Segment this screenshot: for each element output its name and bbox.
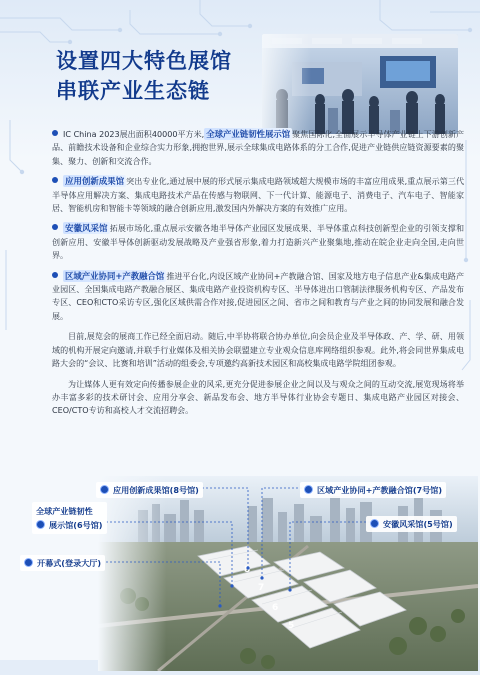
- label-opening: [20, 555, 105, 571]
- label-hall-7: [300, 482, 446, 498]
- label-hall-8: [96, 482, 203, 498]
- paragraph-1-text: 聚焦国际化,全面展示半导体产业链上下游创新产品、前瞻技术设备和企业综合实力形象,拥抱世界,展示全球集成电路体系的分工合作,促进产业链供应链资源要素的聚集、聚力、创新和交流合作。: [52, 130, 465, 166]
- label-hall-5: [366, 516, 457, 532]
- paragraph-2-text: 突出专业化,通过展中展的形式展示集成电路领域超大规模市场的丰富应用成果,重点展示第三代半导体应用解决方案、集成电路技术产品在传感与物联网、下一代计算、能源电子、消费电子、汽车电子、智能家居、智能机房和智能卡等领域的融合创新应用,激发国内外解决方案的有效推广应用。: [52, 177, 465, 214]
- paragraph-invitation: 目前,展览会的展商工作已经全面启动。随后,中半协将联合协办单位,向会员企业及半导体政、产、学、研、用领域的机构开展定向邀请,并联手行业媒体及相关协会联盟建立专业观众信息库网络组织参观。此外,将会同世界集成电路大会的“会议、比赛和培训”活动的组委会,专项邀约高新技术园区和高校集成电路学院组团参观。: [52, 332, 464, 369]
- paragraph-events: 为让媒体人更有效定向传播参展企业的风采,更充分促进参展企业之间以及与观众之间的互动交流,展览现场将举办丰富多彩的技术研讨会、应用分享会、新品发布会、地方半导体行业协会专题日、集成电路产业园区对接会、CEO/CTO专访和高校人才交流招聘会。: [52, 379, 464, 416]
- marker-dot-icon: [370, 519, 379, 528]
- marker-dot-icon: [24, 558, 33, 567]
- hall-name-anhui: 安徽风采馆: [65, 223, 108, 234]
- paragraph-1-lead: IC China 2023展出面积40000平方米,: [63, 130, 205, 139]
- label-hall-6-line-1: 全球产业链韧性: [36, 506, 93, 516]
- label-hall-8-text: 应用创新成果馆(8号馆): [113, 485, 199, 495]
- marker-dot-icon: [304, 485, 313, 494]
- label-opening-text: 开幕式(登录大厅): [37, 558, 102, 568]
- title-line-1: 设置四大特色展馆: [56, 49, 232, 73]
- label-hall-7-text: 区域产业协同+产教融合馆(7号馆): [317, 485, 443, 495]
- label-hall-5-text: 安徽风采馆(5号馆): [383, 519, 453, 529]
- label-hall-6: [32, 502, 107, 534]
- marker-dot-icon: [36, 520, 45, 529]
- paragraph-3-text: 拓展市场化,重点展示安徽各地半导体产业园区发展成果、半导体重点科技创新型企业的引领支撑和创新应用、安徽半导体创新驱动发展战略及产业强省形象,着力打造新兴产业聚集地,推动在皖企业走向全国,走向世界。: [52, 224, 465, 261]
- hall-name-application: 应用创新成果馆: [65, 176, 125, 187]
- label-hall-6-line-2: 展示馆(6号馆): [49, 520, 103, 530]
- title-line-2: 串联产业生态链: [56, 79, 210, 103]
- paragraph-4-text: 推进平台化,内设区域产业协同+产教融合馆、国家及地方电子信息产业&集成电路产业园区、全国集成电路产教融合展区、集成电路产业投资机构专区、半导体进出口管制法律服务机构专区、产品发布专区、CEO和CTO采访专区,强化区域供需合作对接,促进园区之间、省市之间和教育与产业之间的协同发展和融合发展。: [52, 271, 464, 321]
- hall-name-regional: 区域产业协同+产教融合馆: [65, 270, 165, 281]
- hall-name-global-chain: 全球产业链韧性展示馆: [206, 129, 291, 139]
- marker-dot-icon: [100, 485, 109, 494]
